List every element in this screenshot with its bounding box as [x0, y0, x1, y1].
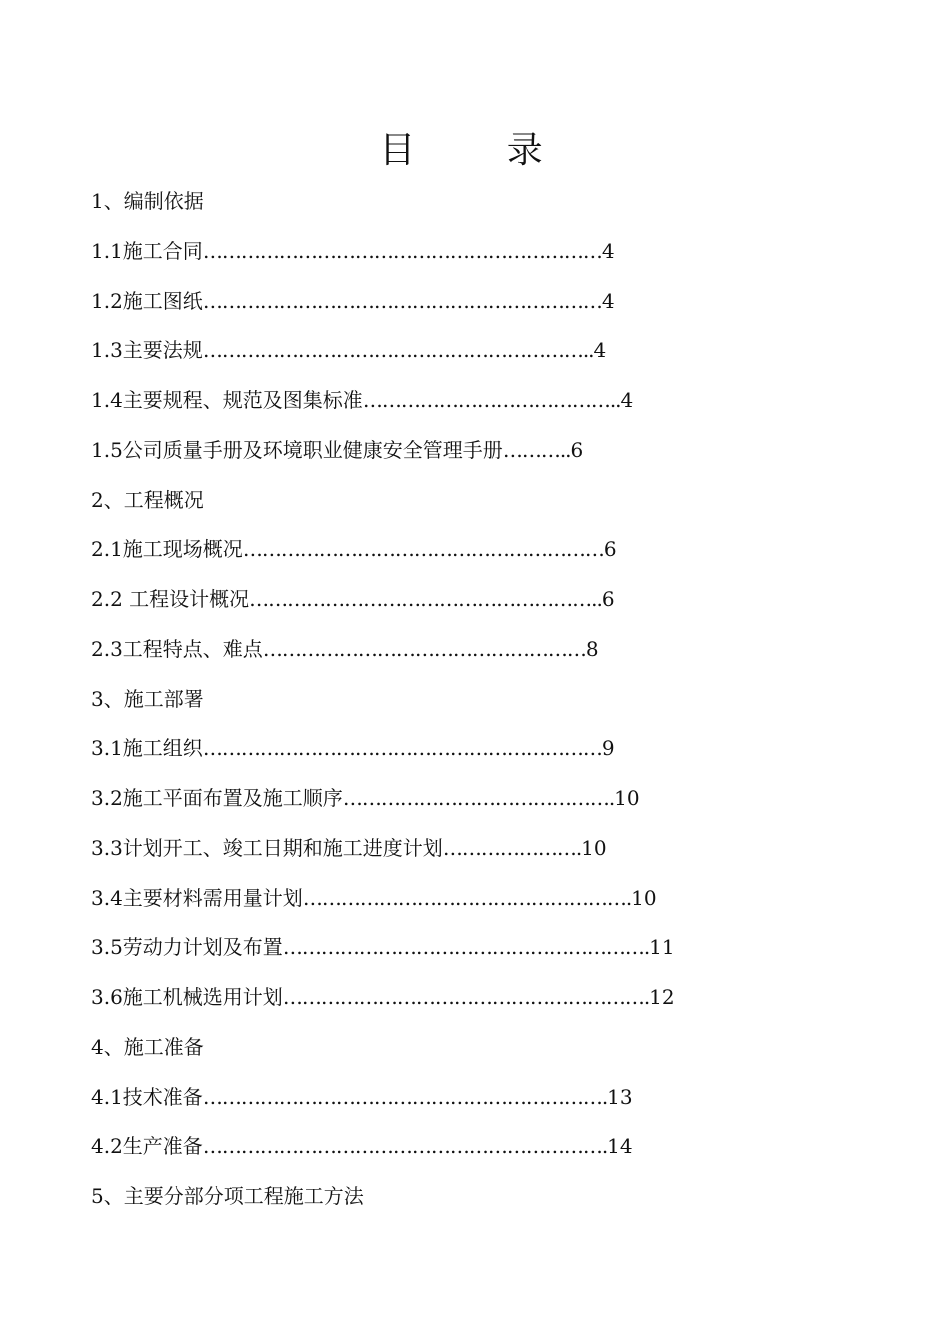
- toc-leader: ………………….: [442, 835, 582, 860]
- toc-page-number: 13: [607, 1084, 633, 1109]
- toc-entry: [91, 581, 691, 631]
- toc-entry-text: 2.3工程特点、难点: [91, 636, 263, 661]
- toc-leader: ………………………………………………………: [202, 736, 602, 761]
- toc-page-number: 4: [593, 338, 607, 363]
- table-of-contents: [91, 183, 691, 1228]
- toc-leader: …………………………………….: [342, 786, 615, 810]
- toc-entry-text: 3.6施工机械选用计划: [91, 985, 283, 1009]
- toc-entry-text: 1.2施工图纸: [91, 288, 203, 313]
- toc-leader: …………………………………………….: [302, 885, 632, 910]
- toc-entry: [91, 780, 691, 830]
- toc-entry-text: 3、施工部署: [91, 686, 204, 711]
- toc-entry: [91, 283, 691, 333]
- toc-page-number: 10: [614, 786, 640, 810]
- toc-entry: [91, 1079, 691, 1129]
- toc-entry-text: 2、工程概况: [91, 487, 204, 512]
- toc-entry-text: 4、施工准备: [91, 1034, 204, 1059]
- toc-entry-text: 1、编制依据: [91, 189, 204, 213]
- toc-entry-text: 3.5劳动力计划及布置: [91, 935, 283, 960]
- toc-leader: ………………………………………………………: [202, 238, 602, 263]
- toc-leader: ………………………………………………..: [249, 587, 602, 611]
- toc-entry-text: 5、主要分部分项工程施工方法: [91, 1184, 364, 1208]
- toc-entry-text: 4.1技术准备: [91, 1084, 203, 1109]
- toc-page-number: 10: [631, 885, 657, 910]
- toc-entry: [91, 880, 691, 930]
- toc-entry: [91, 233, 691, 283]
- toc-entry-text: 1.3主要法规: [91, 338, 203, 363]
- toc-entry-text: 2.1施工现场概况: [91, 537, 243, 562]
- toc-page-number: 11: [649, 935, 675, 960]
- toc-heading: [91, 1178, 691, 1228]
- toc-entry-text: 3.1施工组织: [91, 736, 203, 761]
- toc-page-number: 6: [570, 437, 584, 462]
- toc-page-number: 10: [581, 835, 607, 860]
- toc-entry: [91, 531, 691, 581]
- toc-heading: [91, 183, 691, 233]
- toc-entry: [91, 631, 691, 681]
- toc-page-number: 4: [601, 238, 615, 263]
- toc-entry: [91, 929, 691, 979]
- toc-page-number: 12: [649, 985, 675, 1009]
- toc-leader: ……………………………………………………….: [202, 1134, 608, 1159]
- toc-heading: [91, 482, 691, 532]
- toc-entry: [91, 830, 691, 880]
- toc-entry: [91, 979, 691, 1029]
- toc-leader: ………..: [502, 437, 571, 462]
- toc-entry-text: 3.2施工平面布置及施工顺序: [91, 786, 343, 810]
- toc-entry-text: 1.1施工合同: [91, 238, 203, 263]
- toc-entry: [91, 332, 691, 382]
- toc-heading: [91, 1029, 691, 1079]
- toc-leader: ……………………………………………………..: [202, 338, 594, 363]
- toc-leader: …………………………………………………: [242, 537, 604, 562]
- toc-page-number: 6: [601, 587, 615, 611]
- page-title: 目 录: [379, 130, 583, 171]
- toc-entry-text: 1.5公司质量手册及环境职业健康安全管理手册: [91, 437, 503, 462]
- toc-heading: [91, 681, 691, 731]
- toc-leader: ……………………………………………: [262, 636, 586, 661]
- toc-page-number: 8: [585, 636, 599, 661]
- toc-entry: [91, 432, 691, 482]
- toc-entry-text: 2.2 工程设计概况: [91, 587, 250, 611]
- toc-page-number: 14: [607, 1134, 633, 1159]
- toc-page-number: 4: [620, 388, 634, 412]
- toc-page-number: 6: [603, 537, 617, 562]
- toc-entry-text: 3.4主要材料需用量计划: [91, 885, 303, 910]
- toc-entry: [91, 730, 691, 780]
- toc-entry: [91, 382, 691, 432]
- toc-leader: ……………………………………………………….: [202, 1084, 608, 1109]
- toc-leader: ………………………………………………….: [282, 985, 650, 1009]
- toc-leader: ………………………………………………….: [282, 935, 650, 960]
- toc-entry-text: 4.2生产准备: [91, 1134, 203, 1159]
- toc-leader: ………………………………………………………: [202, 288, 602, 313]
- toc-entry-text: 3.3计划开工、竣工日期和施工进度计划: [91, 835, 443, 860]
- toc-leader: …………………………………..: [362, 388, 621, 412]
- toc-entry: [91, 1128, 691, 1178]
- toc-page-number: 4: [601, 288, 615, 313]
- toc-entry-text: 1.4主要规程、规范及图集标准: [91, 388, 363, 412]
- toc-page-number: 9: [601, 736, 615, 761]
